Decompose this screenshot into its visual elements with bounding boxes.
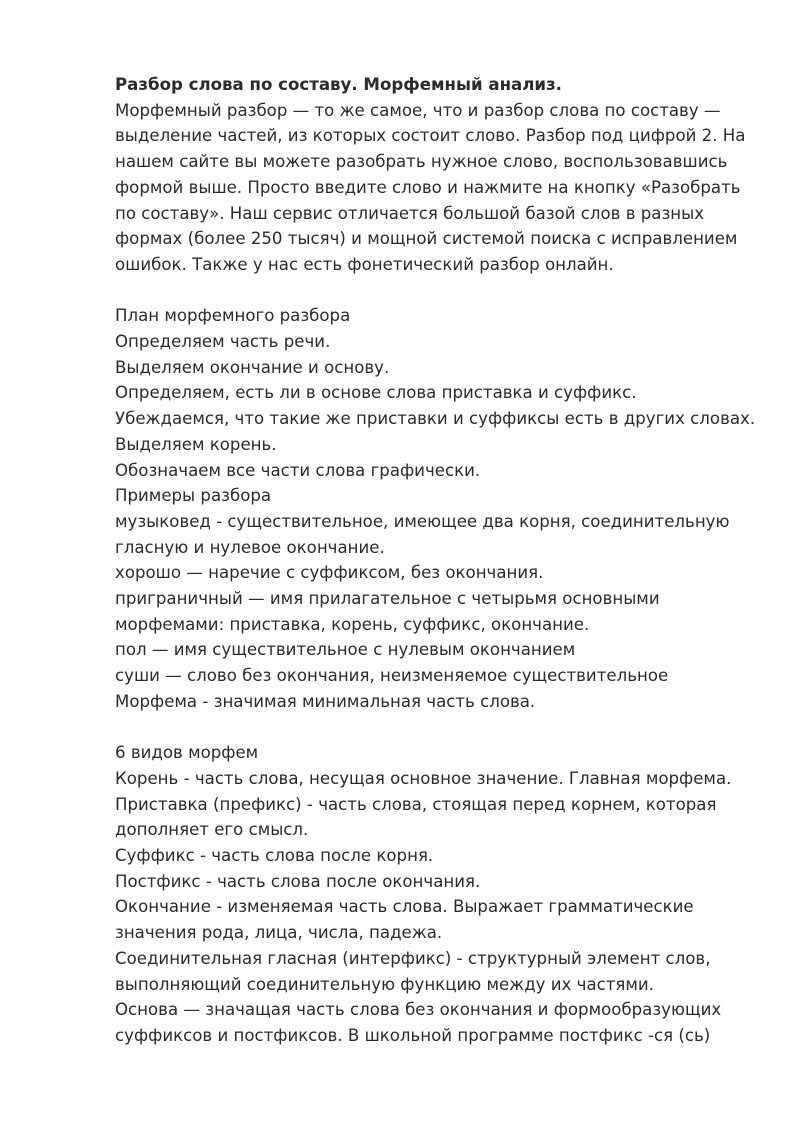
example-line: хорошо — наречие с суффиксом, без окончания. [115,563,544,583]
morpheme-type-line: дополняет его смысл. [115,820,309,840]
example-line: приграничный — имя прилагательное с четырьмя основными [115,589,660,609]
plan-section [115,303,755,714]
morpheme-type-line: Суффикс - часть слова после корня. [115,846,434,866]
example-line: музыковед - существительное, имеющее два корня, соединительную [115,511,730,531]
morpheme-type-line: Основа — значащая часть слова без окончания и формообразующих [115,1000,722,1020]
document-title: Разбор слова по составу. Морфемный анализ. [115,75,562,94]
morpheme-types-section [115,740,755,1048]
morpheme-types-heading: 6 видов морфем [115,743,259,763]
examples-heading: Примеры разбора [115,486,272,506]
intro-line: формой выше. Просто введите слово и нажмите на кнопку «Разобрать [115,177,741,197]
morpheme-type-line: Окончание - изменяемая часть слова. Выражает грамматические [115,897,694,917]
intro-line: Морфемный разбор — то же самое, что и разбор слова по составу — [115,100,721,120]
intro-line: ошибок. Также у нас есть фонетический разбор онлайн. [115,254,614,274]
example-line: морфемами: приставка, корень, суффикс, окончание. [115,614,590,634]
intro-line: формах (более 250 тысяч) и мощной системой поиска с исправлением [115,229,738,249]
morpheme-type-line: Корень - часть слова, несущая основное значение. Главная морфема. [115,768,732,788]
plan-heading: План морфемного разбора [115,306,351,326]
intro-line: выделение частей, из которых состоит слово. Разбор под цифрой 2. На [115,126,746,146]
intro-line: нашем сайте вы можете разобрать нужное слово, воспользовавшись [115,152,728,172]
plan-step: Обозначаем все части слова графически. [115,460,481,480]
morpheme-type-line: значения рода, лица, числа, падежа. [115,923,443,943]
paragraph-gap [115,715,755,741]
plan-step: Выделяем корень. [115,434,277,454]
example-line: пол — имя существительное с нулевым окончанием [115,640,576,660]
plan-step: Выделяем окончание и основу. [115,357,390,377]
morpheme-type-line: суффиксов и постфиксов. В школьной программе постфикс -ся (сь) [115,1025,711,1045]
plan-step: Определяем часть речи. [115,332,331,352]
plan-step: Убеждаемся, что такие же приставки и суффиксы есть в других словах. [115,409,756,429]
morpheme-type-line: выполняющий соединительную функцию между их частями. [115,974,654,994]
example-line: суши — слово без окончания, неизменяемое существительное [115,666,669,686]
example-line: гласную и нулевое окончание. [115,537,385,557]
morpheme-type-line: Соединительная гласная (интерфикс) - структурный элемент слов, [115,948,711,968]
intro-line: по составу». Наш сервис отличается большой базой слов в разных [115,203,705,223]
intro-paragraph [115,98,755,278]
morpheme-type-line: Постфикс - часть слова после окончания. [115,871,481,891]
morpheme-type-line: Приставка (префикс) - часть слова, стоящая перед корнем, которая [115,794,717,814]
document-page [115,72,755,1049]
definition-line: Морфема - значимая минимальная часть слова. [115,691,536,711]
plan-step: Определяем, есть ли в основе слова приставка и суффикс. [115,383,637,403]
paragraph-gap [115,278,755,304]
